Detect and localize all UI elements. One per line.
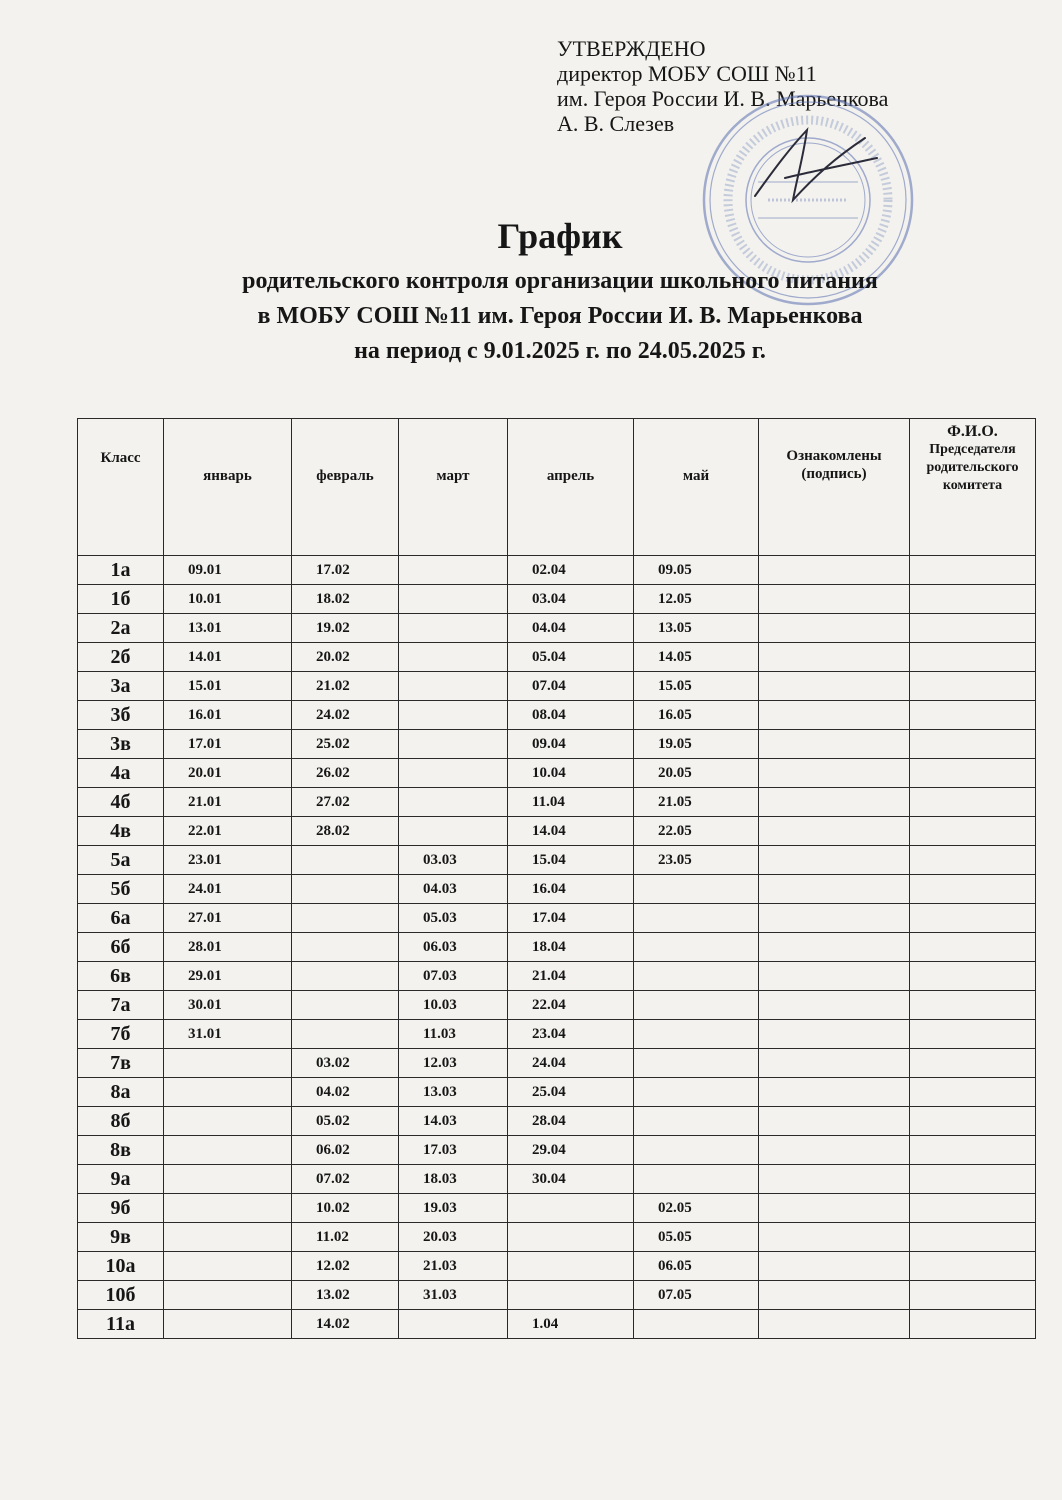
chair-name-cell[interactable] bbox=[910, 904, 1036, 933]
schedule-table-body bbox=[78, 556, 1036, 1339]
date-cell bbox=[164, 1078, 292, 1107]
table-row bbox=[78, 991, 1036, 1020]
signature-cell[interactable] bbox=[759, 1223, 910, 1252]
table-row bbox=[78, 1252, 1036, 1281]
date-cell bbox=[634, 1310, 759, 1339]
signature-cell[interactable] bbox=[759, 1107, 910, 1136]
date-cell: 04.03 bbox=[399, 875, 508, 904]
subtitle-line: на период с 9.01.2025 г. по 24.05.2025 г. bbox=[354, 338, 766, 364]
class-cell: 9в bbox=[78, 1223, 164, 1252]
date-cell bbox=[634, 1049, 759, 1078]
approval-line: А. В. Слезев bbox=[557, 111, 675, 136]
date-cell: 09.01 bbox=[164, 556, 292, 585]
chair-name-cell[interactable] bbox=[910, 1194, 1036, 1223]
signature-cell[interactable] bbox=[759, 933, 910, 962]
date-cell: 16.04 bbox=[508, 875, 634, 904]
date-cell: 21.02 bbox=[292, 672, 399, 701]
date-cell bbox=[399, 672, 508, 701]
date-cell: 24.01 bbox=[164, 875, 292, 904]
class-cell: 4в bbox=[78, 817, 164, 846]
table-row bbox=[78, 875, 1036, 904]
date-cell bbox=[399, 585, 508, 614]
date-cell: 26.02 bbox=[292, 759, 399, 788]
date-cell: 30.04 bbox=[508, 1165, 634, 1194]
table-row bbox=[78, 788, 1036, 817]
date-cell bbox=[164, 1165, 292, 1194]
date-cell bbox=[292, 1020, 399, 1049]
date-cell: 25.02 bbox=[292, 730, 399, 759]
date-cell bbox=[292, 904, 399, 933]
header-committee-chair bbox=[910, 419, 1036, 556]
date-cell: 15.01 bbox=[164, 672, 292, 701]
table-row bbox=[78, 1020, 1036, 1049]
class-cell: 2б bbox=[78, 643, 164, 672]
date-cell bbox=[399, 817, 508, 846]
date-cell: 21.04 bbox=[508, 962, 634, 991]
date-cell: 12.05 bbox=[634, 585, 759, 614]
signature-cell[interactable] bbox=[759, 1165, 910, 1194]
date-cell bbox=[634, 1020, 759, 1049]
date-cell bbox=[634, 1107, 759, 1136]
date-cell bbox=[508, 1281, 634, 1310]
table-row bbox=[78, 1049, 1036, 1078]
date-cell: 14.04 bbox=[508, 817, 634, 846]
table-row bbox=[78, 759, 1036, 788]
signature-cell[interactable] bbox=[759, 701, 910, 730]
date-cell: 16.01 bbox=[164, 701, 292, 730]
date-cell bbox=[508, 1194, 634, 1223]
date-cell: 14.03 bbox=[399, 1107, 508, 1136]
subtitle-line: родительского контроля организации школьного питания bbox=[242, 268, 878, 294]
class-cell: 6б bbox=[78, 933, 164, 962]
table-row bbox=[78, 1078, 1036, 1107]
date-cell: 08.04 bbox=[508, 701, 634, 730]
date-cell bbox=[634, 1078, 759, 1107]
date-cell: 28.02 bbox=[292, 817, 399, 846]
chair-name-cell[interactable] bbox=[910, 962, 1036, 991]
chair-name-cell[interactable] bbox=[910, 1020, 1036, 1049]
date-cell bbox=[399, 730, 508, 759]
signature-cell[interactable] bbox=[759, 788, 910, 817]
table-row bbox=[78, 962, 1036, 991]
signature-cell[interactable] bbox=[759, 1310, 910, 1339]
header-month: февраль bbox=[292, 419, 399, 556]
table-row bbox=[78, 1281, 1036, 1310]
date-cell: 10.04 bbox=[508, 759, 634, 788]
date-cell: 02.04 bbox=[508, 556, 634, 585]
date-cell: 27.01 bbox=[164, 904, 292, 933]
chair-name-cell[interactable] bbox=[910, 788, 1036, 817]
date-cell bbox=[164, 1107, 292, 1136]
date-cell: 17.01 bbox=[164, 730, 292, 759]
date-cell: 03.03 bbox=[399, 846, 508, 875]
signature-cell[interactable] bbox=[759, 614, 910, 643]
header-chair-line: Председателя bbox=[929, 442, 1016, 457]
table-row bbox=[78, 1165, 1036, 1194]
class-cell: 3б bbox=[78, 701, 164, 730]
date-cell: 28.04 bbox=[508, 1107, 634, 1136]
table-row bbox=[78, 1136, 1036, 1165]
signature-cell[interactable] bbox=[759, 1252, 910, 1281]
date-cell: 06.03 bbox=[399, 933, 508, 962]
date-cell: 21.05 bbox=[634, 788, 759, 817]
date-cell: 11.03 bbox=[399, 1020, 508, 1049]
date-cell bbox=[634, 933, 759, 962]
date-cell: 13.02 bbox=[292, 1281, 399, 1310]
signature-cell[interactable] bbox=[759, 730, 910, 759]
date-cell: 1.04 bbox=[508, 1310, 634, 1339]
class-cell: 2а bbox=[78, 614, 164, 643]
signature-cell[interactable] bbox=[759, 672, 910, 701]
class-cell: 6в bbox=[78, 962, 164, 991]
header-month: май bbox=[634, 419, 759, 556]
date-cell bbox=[292, 846, 399, 875]
chair-name-cell[interactable] bbox=[910, 1078, 1036, 1107]
date-cell: 13.05 bbox=[634, 614, 759, 643]
date-cell: 14.01 bbox=[164, 643, 292, 672]
chair-name-cell[interactable] bbox=[910, 1107, 1036, 1136]
class-cell: 3в bbox=[78, 730, 164, 759]
date-cell: 16.05 bbox=[634, 701, 759, 730]
date-cell: 29.04 bbox=[508, 1136, 634, 1165]
chair-name-cell[interactable] bbox=[910, 1223, 1036, 1252]
class-cell: 9а bbox=[78, 1165, 164, 1194]
signature-cell[interactable] bbox=[759, 585, 910, 614]
table-row bbox=[78, 556, 1036, 585]
signature-cell[interactable] bbox=[759, 1136, 910, 1165]
date-cell: 24.02 bbox=[292, 701, 399, 730]
date-cell bbox=[164, 1252, 292, 1281]
header-ack-line: (подпись) bbox=[801, 466, 867, 482]
class-cell: 6а bbox=[78, 904, 164, 933]
date-cell: 05.04 bbox=[508, 643, 634, 672]
date-cell: 19.05 bbox=[634, 730, 759, 759]
date-cell: 14.05 bbox=[634, 643, 759, 672]
chair-name-cell[interactable] bbox=[910, 991, 1036, 1020]
date-cell bbox=[634, 904, 759, 933]
table-row bbox=[78, 817, 1036, 846]
chair-name-cell[interactable] bbox=[910, 846, 1036, 875]
header-class: Класс bbox=[78, 419, 164, 556]
date-cell bbox=[164, 1223, 292, 1252]
date-cell bbox=[634, 1136, 759, 1165]
chair-name-cell[interactable] bbox=[910, 1310, 1036, 1339]
class-cell: 4а bbox=[78, 759, 164, 788]
date-cell: 27.02 bbox=[292, 788, 399, 817]
date-cell: 15.05 bbox=[634, 672, 759, 701]
date-cell bbox=[399, 643, 508, 672]
approval-line: УТВЕРЖДЕНО bbox=[557, 36, 706, 61]
date-cell: 12.02 bbox=[292, 1252, 399, 1281]
date-cell: 23.04 bbox=[508, 1020, 634, 1049]
date-cell bbox=[164, 1136, 292, 1165]
date-cell: 30.01 bbox=[164, 991, 292, 1020]
signature-cell[interactable] bbox=[759, 1020, 910, 1049]
date-cell bbox=[399, 759, 508, 788]
date-cell: 19.02 bbox=[292, 614, 399, 643]
signature-cell[interactable] bbox=[759, 962, 910, 991]
date-cell: 18.02 bbox=[292, 585, 399, 614]
date-cell: 22.05 bbox=[634, 817, 759, 846]
date-cell: 17.04 bbox=[508, 904, 634, 933]
signature-cell[interactable] bbox=[759, 1049, 910, 1078]
class-cell: 5а bbox=[78, 846, 164, 875]
date-cell: 28.01 bbox=[164, 933, 292, 962]
chair-name-cell[interactable] bbox=[910, 730, 1036, 759]
signature-cell[interactable] bbox=[759, 817, 910, 846]
class-cell: 1б bbox=[78, 585, 164, 614]
document-subtitle bbox=[60, 264, 1060, 369]
date-cell: 07.04 bbox=[508, 672, 634, 701]
date-cell bbox=[634, 991, 759, 1020]
date-cell: 06.05 bbox=[634, 1252, 759, 1281]
date-cell: 13.01 bbox=[164, 614, 292, 643]
header-chair-line: родительского bbox=[926, 460, 1019, 475]
signature-cell[interactable] bbox=[759, 556, 910, 585]
date-cell: 17.02 bbox=[292, 556, 399, 585]
signature-cell[interactable] bbox=[759, 904, 910, 933]
chair-name-cell[interactable] bbox=[910, 672, 1036, 701]
chair-name-cell[interactable] bbox=[910, 585, 1036, 614]
approval-line: им. Героя России И. В. Марьенкова bbox=[557, 86, 889, 111]
approval-line: директор МОБУ СОШ №11 bbox=[557, 61, 817, 86]
date-cell: 05.05 bbox=[634, 1223, 759, 1252]
date-cell: 07.03 bbox=[399, 962, 508, 991]
date-cell bbox=[164, 1194, 292, 1223]
header-month: апрель bbox=[508, 419, 634, 556]
date-cell: 04.02 bbox=[292, 1078, 399, 1107]
class-cell: 8а bbox=[78, 1078, 164, 1107]
date-cell: 18.03 bbox=[399, 1165, 508, 1194]
class-cell: 7а bbox=[78, 991, 164, 1020]
date-cell bbox=[399, 701, 508, 730]
date-cell: 20.05 bbox=[634, 759, 759, 788]
date-cell bbox=[164, 1310, 292, 1339]
chair-name-cell[interactable] bbox=[910, 643, 1036, 672]
date-cell: 29.01 bbox=[164, 962, 292, 991]
header-month: январь bbox=[164, 419, 292, 556]
date-cell bbox=[634, 1165, 759, 1194]
table-row bbox=[78, 1223, 1036, 1252]
document-title: График bbox=[497, 216, 623, 256]
class-cell: 1а bbox=[78, 556, 164, 585]
table-row bbox=[78, 585, 1036, 614]
date-cell: 10.03 bbox=[399, 991, 508, 1020]
chair-name-cell[interactable] bbox=[910, 817, 1036, 846]
date-cell: 13.03 bbox=[399, 1078, 508, 1107]
signature-cell[interactable] bbox=[759, 1194, 910, 1223]
table-row bbox=[78, 643, 1036, 672]
date-cell: 15.04 bbox=[508, 846, 634, 875]
date-cell bbox=[634, 875, 759, 904]
date-cell: 22.04 bbox=[508, 991, 634, 1020]
table-row bbox=[78, 672, 1036, 701]
class-cell: 3а bbox=[78, 672, 164, 701]
date-cell bbox=[634, 962, 759, 991]
class-cell: 10б bbox=[78, 1281, 164, 1310]
table-row bbox=[78, 1194, 1036, 1223]
class-cell: 8б bbox=[78, 1107, 164, 1136]
date-cell bbox=[399, 788, 508, 817]
header-chair-line: комитета bbox=[942, 478, 1003, 493]
date-cell: 04.04 bbox=[508, 614, 634, 643]
chair-name-cell[interactable] bbox=[910, 614, 1036, 643]
date-cell: 24.04 bbox=[508, 1049, 634, 1078]
chair-name-cell[interactable] bbox=[910, 556, 1036, 585]
date-cell: 21.01 bbox=[164, 788, 292, 817]
chair-name-cell[interactable] bbox=[910, 759, 1036, 788]
date-cell: 09.05 bbox=[634, 556, 759, 585]
class-cell: 5б bbox=[78, 875, 164, 904]
date-cell bbox=[399, 556, 508, 585]
table-row bbox=[78, 1310, 1036, 1339]
date-cell bbox=[508, 1252, 634, 1281]
date-cell: 10.01 bbox=[164, 585, 292, 614]
signature-cell[interactable] bbox=[759, 991, 910, 1020]
date-cell: 11.02 bbox=[292, 1223, 399, 1252]
date-cell: 05.02 bbox=[292, 1107, 399, 1136]
date-cell: 23.05 bbox=[634, 846, 759, 875]
date-cell: 20.03 bbox=[399, 1223, 508, 1252]
date-cell bbox=[399, 614, 508, 643]
date-cell: 03.02 bbox=[292, 1049, 399, 1078]
approval-block bbox=[557, 36, 888, 136]
header-acknowledged bbox=[759, 419, 910, 556]
date-cell bbox=[292, 875, 399, 904]
table-row bbox=[78, 701, 1036, 730]
class-cell: 8в bbox=[78, 1136, 164, 1165]
header-ack-line: Ознакомлены bbox=[786, 448, 882, 464]
class-cell: 4б bbox=[78, 788, 164, 817]
date-cell bbox=[292, 991, 399, 1020]
signature-cell[interactable] bbox=[759, 643, 910, 672]
signature-cell[interactable] bbox=[759, 846, 910, 875]
date-cell: 31.01 bbox=[164, 1020, 292, 1049]
date-cell bbox=[292, 933, 399, 962]
chair-name-cell[interactable] bbox=[910, 701, 1036, 730]
date-cell bbox=[399, 1310, 508, 1339]
date-cell: 09.04 bbox=[508, 730, 634, 759]
table-row bbox=[78, 904, 1036, 933]
date-cell: 07.05 bbox=[634, 1281, 759, 1310]
class-cell: 11а bbox=[78, 1310, 164, 1339]
date-cell: 11.04 bbox=[508, 788, 634, 817]
table-row bbox=[78, 614, 1036, 643]
date-cell bbox=[164, 1049, 292, 1078]
header-chair-line: Ф.И.О. bbox=[947, 423, 998, 440]
date-cell: 21.03 bbox=[399, 1252, 508, 1281]
table-row bbox=[78, 730, 1036, 759]
chair-name-cell[interactable] bbox=[910, 933, 1036, 962]
chair-name-cell[interactable] bbox=[910, 1252, 1036, 1281]
signature-cell[interactable] bbox=[759, 1281, 910, 1310]
signature-cell[interactable] bbox=[759, 875, 910, 904]
subtitle-line: в МОБУ СОШ №11 им. Героя России И. В. Марьенкова bbox=[257, 303, 863, 329]
date-cell: 17.03 bbox=[399, 1136, 508, 1165]
table-row bbox=[78, 1107, 1036, 1136]
date-cell: 18.04 bbox=[508, 933, 634, 962]
table-row bbox=[78, 933, 1036, 962]
date-cell: 03.04 bbox=[508, 585, 634, 614]
date-cell: 02.05 bbox=[634, 1194, 759, 1223]
chair-name-cell[interactable] bbox=[910, 1281, 1036, 1310]
date-cell: 07.02 bbox=[292, 1165, 399, 1194]
date-cell bbox=[292, 962, 399, 991]
signature-cell[interactable] bbox=[759, 1078, 910, 1107]
chair-name-cell[interactable] bbox=[910, 1136, 1036, 1165]
date-cell bbox=[164, 1281, 292, 1310]
header-month: март bbox=[399, 419, 508, 556]
date-cell: 25.04 bbox=[508, 1078, 634, 1107]
table-row bbox=[78, 846, 1036, 875]
date-cell: 22.01 bbox=[164, 817, 292, 846]
date-cell bbox=[508, 1223, 634, 1252]
date-cell: 12.03 bbox=[399, 1049, 508, 1078]
date-cell: 06.02 bbox=[292, 1136, 399, 1165]
date-cell: 20.02 bbox=[292, 643, 399, 672]
class-cell: 7в bbox=[78, 1049, 164, 1078]
date-cell: 31.03 bbox=[399, 1281, 508, 1310]
chair-name-cell[interactable] bbox=[910, 1049, 1036, 1078]
class-cell: 7б bbox=[78, 1020, 164, 1049]
date-cell: 20.01 bbox=[164, 759, 292, 788]
date-cell: 05.03 bbox=[399, 904, 508, 933]
date-cell: 23.01 bbox=[164, 846, 292, 875]
class-cell: 9б bbox=[78, 1194, 164, 1223]
date-cell: 19.03 bbox=[399, 1194, 508, 1223]
schedule-table bbox=[77, 418, 1036, 1339]
date-cell: 14.02 bbox=[292, 1310, 399, 1339]
table-header-row bbox=[78, 419, 1036, 556]
chair-name-cell[interactable] bbox=[910, 1165, 1036, 1194]
date-cell: 10.02 bbox=[292, 1194, 399, 1223]
chair-name-cell[interactable] bbox=[910, 875, 1036, 904]
signature-cell[interactable] bbox=[759, 759, 910, 788]
class-cell: 10а bbox=[78, 1252, 164, 1281]
